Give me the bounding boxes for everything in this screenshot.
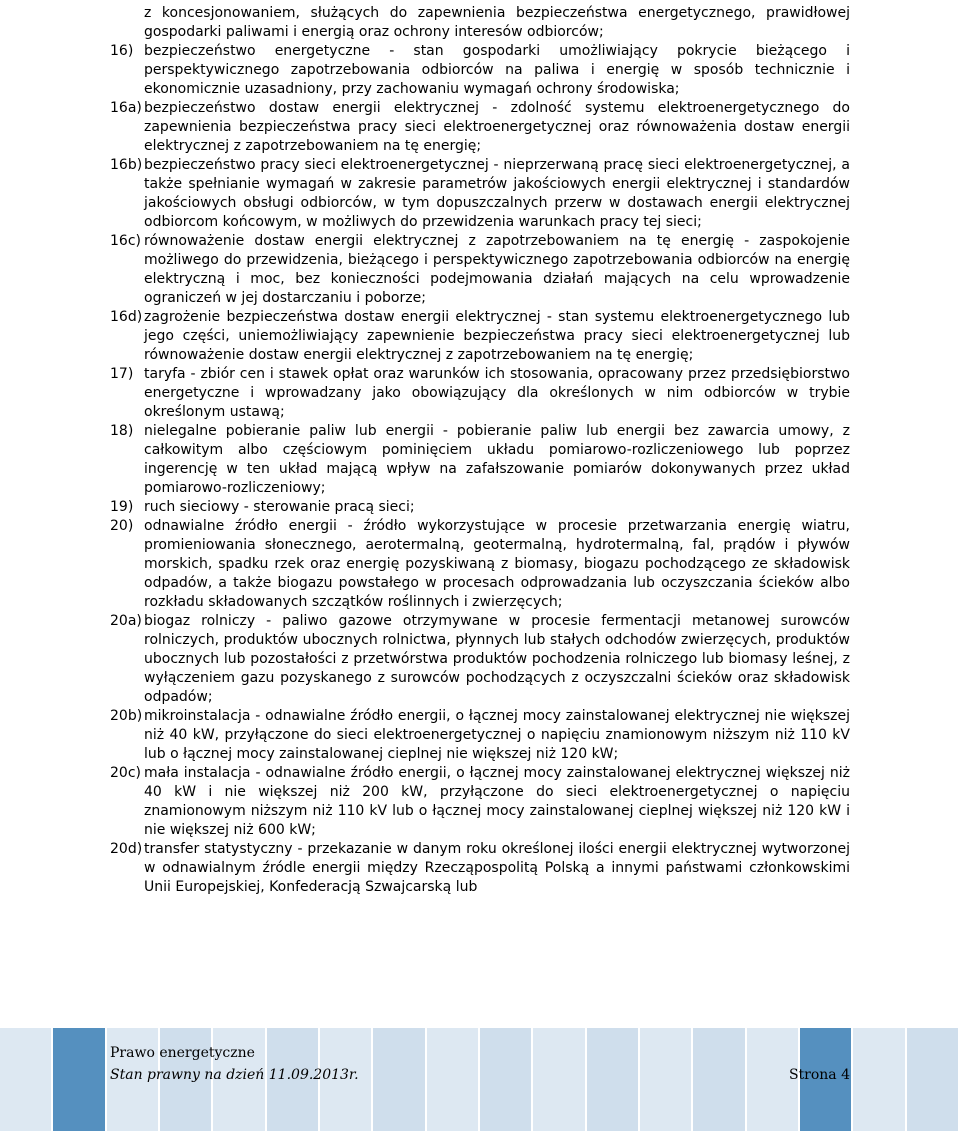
definition-text: nielegalne pobieranie paliw lub energii - pobieranie paliw lub energii bez zawarcia umowy, z całkowitym albo częściowym pominięciem układu pomiarowo-rozliczeniowego lub poprzez ingerencję w ten układ mającą wpływ na zafałszowanie pomiarów dokonywanych przez układ pomiarowo-rozliczeniowy; [144, 423, 850, 496]
definition-20c [110, 764, 850, 840]
definition-text: mała instalacja - odnawialne źródło energii, o łącznej mocy zainstalowanej elektrycznej większej niż 40 kW i nie większej niż 200 kW, przyłączone do sieci elektroenergetycznej o napięciu znamionowym niższym niż 110 kV lub o łącznej mocy zainstalowanej cieplnej większej niż 120 kW i nie większej niż 600 kW; [144, 765, 850, 838]
definition-number: 20c) [110, 765, 141, 781]
definition-text: bezpieczeństwo dostaw energii elektrycznej - zdolność systemu elektroenergetycznego do zapewnienia bezpieczeństwa pracy sieci elektroenergetycznej oraz równoważenia dostaw energii elektrycznej z zapotrzebowaniem na tę energię; [144, 100, 850, 154]
definition-text: równoważenie dostaw energii elektrycznej z zapotrzebowaniem na tę energię - zaspokojenie możliwego do przewidzenia, bieżącego i perspektywicznego zapotrzebowania odbiorców na energię elektryczną i moc, bez konieczności podejmowania działań mających na celu wprowadzenie ograniczeń w jej dostarczaniu i poborze; [144, 233, 850, 306]
definition-16a [110, 99, 850, 156]
definition-text: bezpieczeństwo energetyczne - stan gospodarki umożliwiający pokrycie bieżącego i perspektywicznego zapotrzebowania odbiorców na paliwa i energię w sposób technicznie i ekonomicznie uzasadniony, przy zachowaniu wymagań ochrony środowiska; [144, 43, 850, 97]
definition-text: taryfa - zbiór cen i stawek opłat oraz warunków ich stosowania, opracowany przez przedsiębiorstwo energetyczne i wprowadzany jako obowiązujący dla określonych w nim odbiorców w trybie określonym ustawą; [144, 366, 850, 420]
definition-number: 19) [110, 499, 134, 515]
definition-20d [110, 840, 850, 897]
definition-text: ruch sieciowy - sterowanie pracą sieci; [144, 499, 415, 515]
page-number: Strona 4 [788, 1067, 850, 1083]
footer-title: Prawo energetyczne [110, 1045, 255, 1061]
footer-stripe [0, 1028, 53, 1131]
definition-16d [110, 308, 850, 365]
footer-legal-status-date: Stan prawny na dzień 11.09.2013r. [110, 1067, 359, 1083]
definition-number: 16) [110, 43, 134, 59]
footer-row [110, 1064, 850, 1086]
definition-number: 20d) [110, 841, 143, 857]
footer-stripe [907, 1028, 960, 1131]
definition-text: transfer statystyczny - przekazanie w danym roku określonej ilości energii elektrycznej wytworzonej w odnawialnym źródle energii między Rzecząpospolitą Polską a innymi państwami członkowskimi Unii Europejskiej, Konfederacją Szwajcarską lub [144, 841, 850, 895]
definition-number: 16c) [110, 233, 141, 249]
footer-stripe-accent [53, 1028, 106, 1131]
paragraph-continuation: z koncesjonowaniem, służących do zapewnienia bezpieczeństwa energetycznego, prawidłowej gospodarki paliwami i energią oraz ochrony interesów odbiorców; [144, 5, 850, 40]
footer-stripe [853, 1028, 906, 1131]
page-footer [110, 1042, 850, 1086]
definition-20 [110, 517, 850, 612]
definition-number: 20a) [110, 613, 142, 629]
definition-20b [110, 707, 850, 764]
definition-17 [110, 365, 850, 422]
definition-20a [110, 612, 850, 707]
definition-number: 16a) [110, 100, 142, 116]
definition-number: 16b) [110, 157, 143, 173]
definition-text: odnawialne źródło energii - źródło wykorzystujące w procesie przetwarzania energię wiatru, promieniowania słonecznego, aerotermalną, geotermalną, hydrotermalną, fal, prądów i pływów morskich, spadku rzek oraz energię pozyskiwaną z biomasy, biogazu pochodzącego ze składowisk odpadów, a także biogazu powstałego w procesach odprowadzania lub oczyszczania ścieków albo rozkładu składowanych szczątków roślinnych i zwierzęcych; [144, 518, 850, 610]
definition-number: 20b) [110, 708, 143, 724]
definition-number: 16d) [110, 309, 143, 325]
definition-19 [110, 498, 850, 517]
definition-16b [110, 156, 850, 232]
definition-16c [110, 232, 850, 308]
definition-text: bezpieczeństwo pracy sieci elektroenergetycznej - nieprzerwaną pracę sieci elektroenergetycznej, a także spełnianie wymagań w zakresie parametrów jakościowych energii elektrycznej i standardów jakościowych obsługi odbiorców, w tym dopuszczalnych przerw w dostawach energii elektrycznej odbiorcom końcowym, w możliwych do przewidzenia warunkach pracy tej sieci; [144, 157, 850, 230]
definition-text: biogaz rolniczy - paliwo gazowe otrzymywane w procesie fermentacji metanowej surowców rolniczych, produktów ubocznych rolnictwa, płynnych lub stałych odchodów zwierzęcych, produktów ubocznych lub pozostałości z przetwórstwa produktów pochodzenia rolniczego lub biomasy leśnej, z wyłączeniem gazu pozyskanego z surowców pochodzących z oczyszczalni ścieków oraz składowisk odpadów; [144, 613, 850, 705]
definition-18 [110, 422, 850, 498]
definition-text: mikroinstalacja - odnawialne źródło energii, o łącznej mocy zainstalowanej elektrycznej nie większej niż 40 kW, przyłączone do sieci elektroenergetycznej o napięciu znamionowym niższym niż 110 kV lub o łącznej mocy zainstalowanej cieplnej nie większej niż 120 kW; [144, 708, 850, 762]
definition-number: 20) [110, 518, 134, 534]
definition-number: 18) [110, 423, 134, 439]
definition-16 [110, 42, 850, 99]
definition-number: 17) [110, 366, 134, 382]
definition-text: zagrożenie bezpieczeństwa dostaw energii elektrycznej - stan systemu elektroenergetycznego lub jego części, uniemożliwiający zapewnienie bezpieczeństwa pracy sieci elektroenergetycznej lub równoważenie dostaw energii elektrycznej z zapotrzebowaniem na tę energię; [144, 309, 850, 363]
document-body [110, 4, 850, 897]
